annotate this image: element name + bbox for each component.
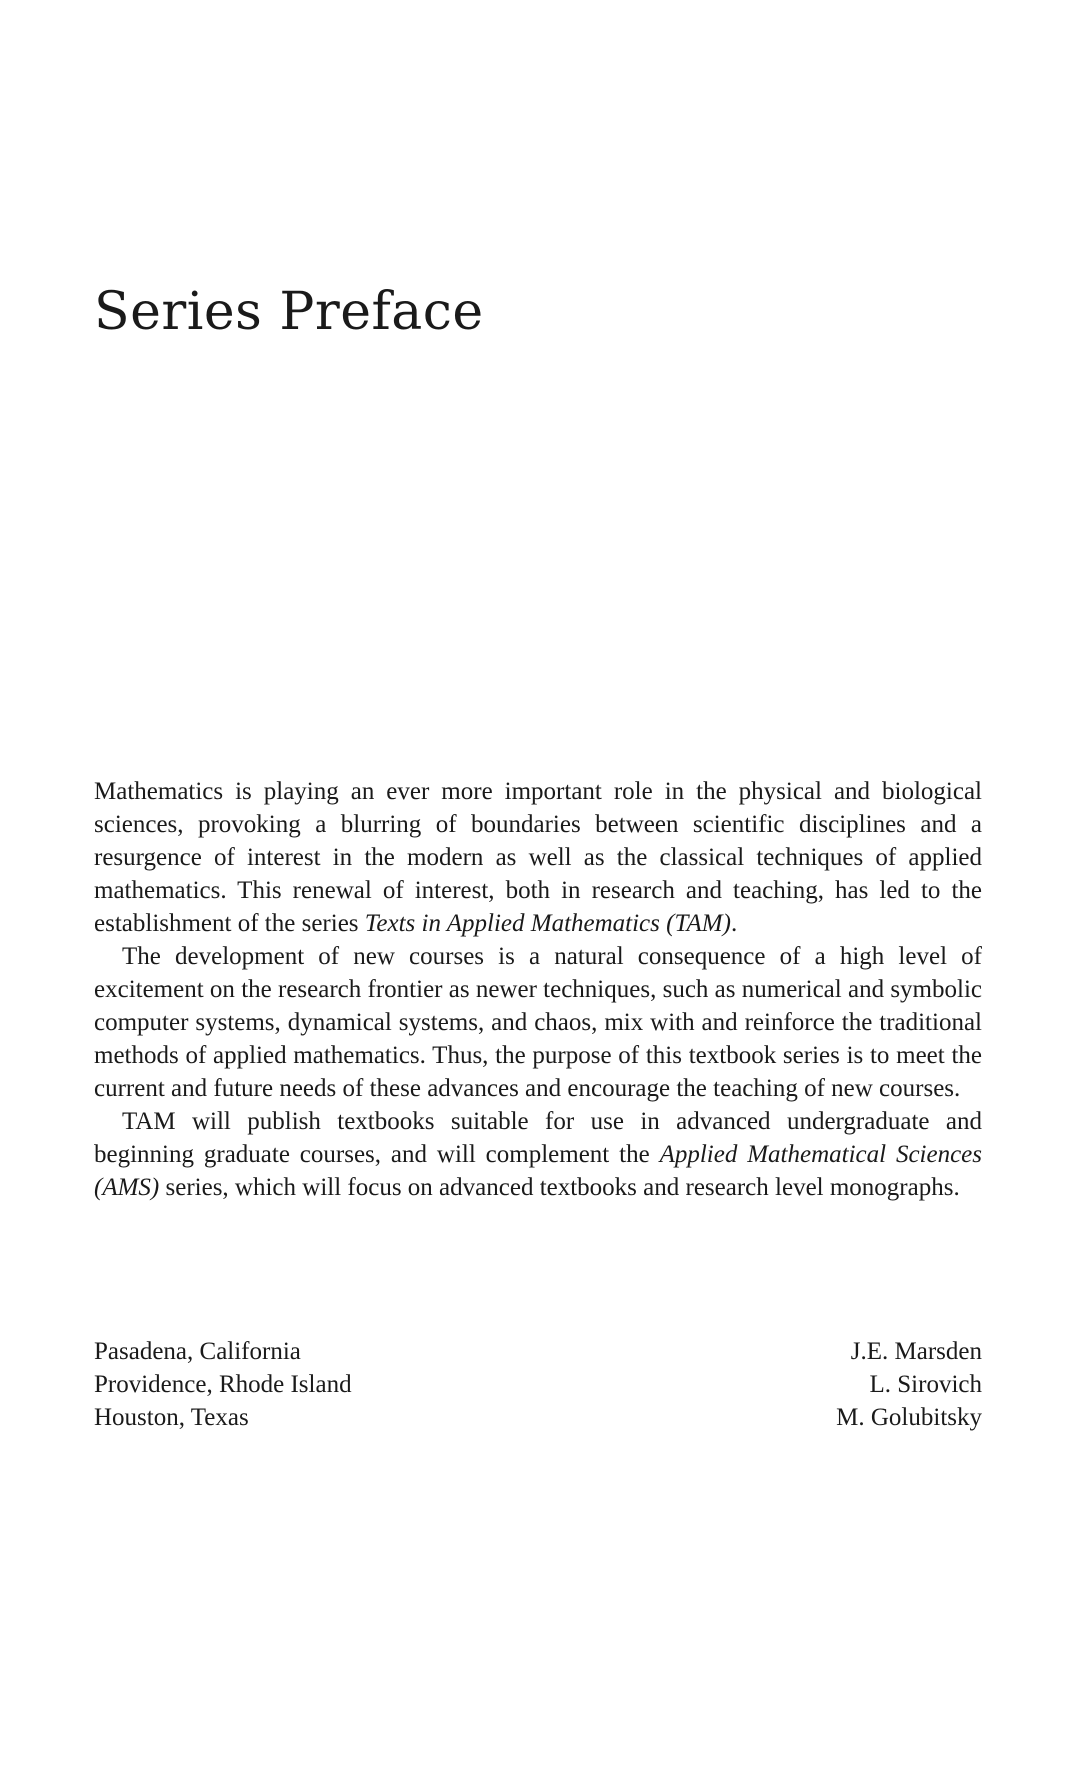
signoff [94, 1335, 982, 1434]
paragraph-text: series, which will focus on advanced textbooks and research level monographs. [159, 1174, 960, 1201]
paragraph-2 [94, 940, 982, 1105]
author-name: L. Sirovich [869, 1371, 982, 1398]
signoff-places [94, 1335, 352, 1434]
place-line: Houston, Texas [94, 1404, 249, 1431]
author-name: M. Golubitsky [836, 1404, 982, 1431]
signoff-names [836, 1335, 982, 1434]
paragraph-1 [94, 775, 982, 940]
page-title: Series Preface [94, 282, 484, 342]
series-title-ams: Applied Mathematical Sciences (AMS) [94, 1141, 982, 1201]
paragraph-text: . [730, 910, 738, 937]
place-line: Providence, Rhode Island [94, 1371, 352, 1398]
paragraph-text: TAM will publish textbooks suitable for use in advanced undergraduate and beginning graduate courses, and will complement the [94, 1108, 982, 1168]
place-line: Pasadena, California [94, 1338, 301, 1365]
preface-body [94, 775, 982, 1204]
paragraph-text: Mathematics is playing an ever more important role in the physical and biological sciences, provoking a blurring of boundaries between scientific disciplines and a resurgence of interest in the modern as well as the classical techniques of applied mathematics. This renewal of interest, both in research and teaching, has led to the establishment of the series [94, 778, 982, 937]
series-title-tam: Texts in Applied Mathematics (TAM) [364, 910, 731, 937]
paragraph-text: The development of new courses is a natural consequence of a high level of excitement on the research frontier as newer techniques, such as numerical and symbolic computer systems, dynamical systems, and chaos, mix with and reinforce the traditional methods of applied mathematics. Thus, the purpose of this textbook series is to meet the current and future needs of these advances and encourage the teaching of new courses. [94, 943, 982, 1102]
paragraph-3 [94, 1105, 982, 1204]
author-name: J.E. Marsden [850, 1338, 982, 1365]
